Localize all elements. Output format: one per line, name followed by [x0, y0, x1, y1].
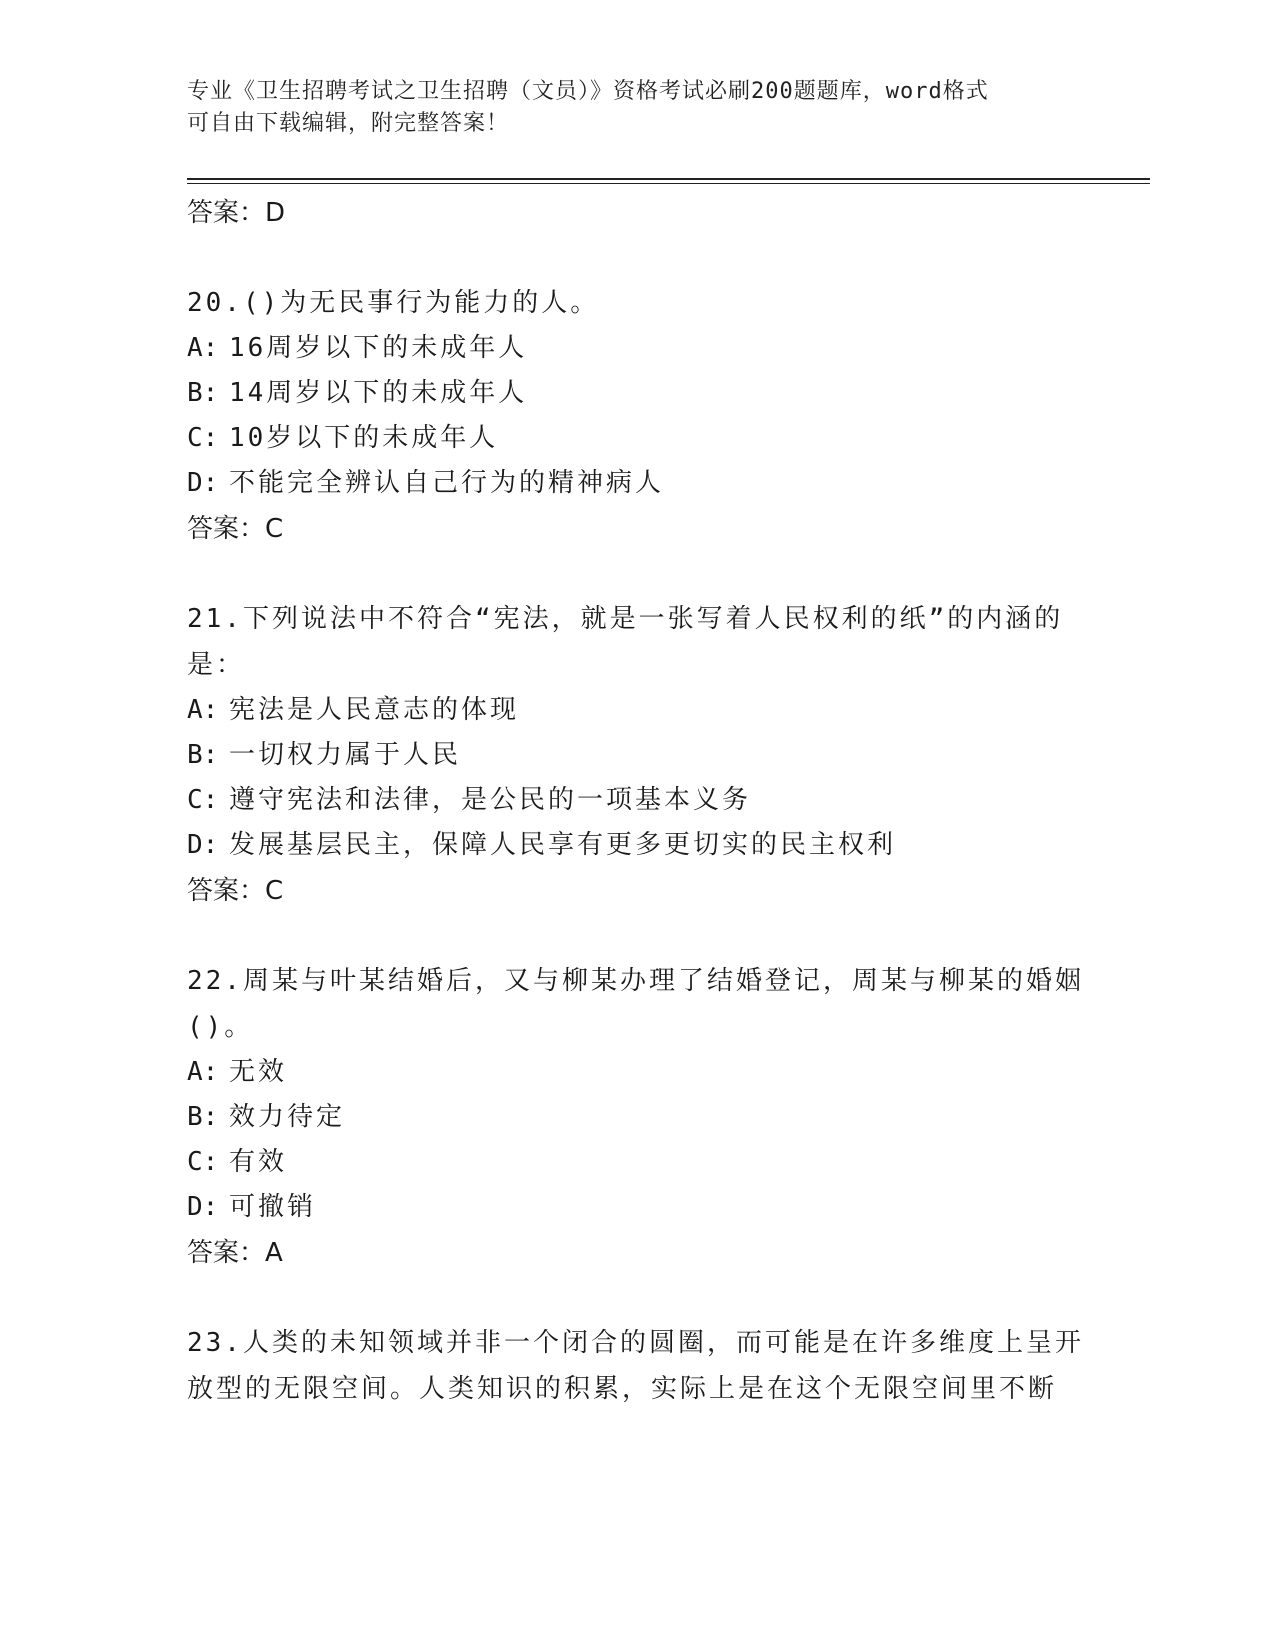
option-d — [187, 461, 1087, 506]
option-text: 16周岁以下的未成年人 — [229, 333, 528, 363]
option-text: 宪法是人民意志的体现 — [229, 695, 520, 725]
spacer — [187, 914, 1087, 958]
option-text: 发展基层民主，保障人民享有更多更切实的民主权利 — [229, 830, 897, 860]
option-label: D: — [187, 830, 219, 860]
option-a — [187, 326, 1087, 371]
option-text: 有效 — [229, 1147, 288, 1177]
question-block-21 — [187, 596, 1087, 914]
option-text: 效力待定 — [229, 1102, 346, 1132]
option-label: C: — [187, 423, 219, 453]
option-label: D: — [187, 468, 219, 498]
option-b — [187, 1095, 1087, 1140]
question-block-20 — [187, 280, 1087, 552]
answer-line: 答案：A — [187, 1238, 283, 1268]
option-text: 无效 — [229, 1057, 288, 1087]
question-text: 20.()为无民事行为能力的人。 — [187, 288, 600, 318]
document-header — [187, 76, 1087, 140]
question-text-continued: 放型的无限空间。人类知识的积累，实际上是在这个无限空间里不断 — [187, 1374, 1058, 1404]
question-block-22 — [187, 958, 1087, 1276]
option-label: A: — [187, 333, 219, 363]
header-line-1: 专业《卫生招聘考试之卫生招聘（文员）》资格考试必刷200题题库，word格式 — [187, 79, 989, 104]
option-label: C: — [187, 785, 219, 815]
spacer — [187, 552, 1087, 596]
option-label: B: — [187, 1102, 219, 1132]
option-c — [187, 416, 1087, 461]
answer-line: 答案：D — [187, 198, 286, 228]
question-text: 23.人类的未知领域并非一个闭合的圆圈，而可能是在许多维度上呈开 — [187, 1328, 1084, 1358]
question-text-continued: ()。 — [187, 1012, 254, 1042]
option-label: C: — [187, 1147, 219, 1177]
option-text: 14周岁以下的未成年人 — [229, 378, 528, 408]
header-line-2: 可自由下载编辑，附完整答案！ — [187, 111, 510, 136]
option-text: 可撤销 — [229, 1192, 317, 1222]
answer-line: 答案：C — [187, 514, 284, 544]
option-label: A: — [187, 695, 219, 725]
option-text: 一切权力属于人民 — [229, 740, 462, 770]
option-a — [187, 688, 1087, 733]
option-c — [187, 1140, 1087, 1185]
option-b — [187, 733, 1087, 778]
question-block-23 — [187, 1320, 1087, 1412]
option-label: B: — [187, 740, 219, 770]
question-text-continued: 是： — [187, 650, 246, 680]
option-a — [187, 1050, 1087, 1095]
option-text: 不能完全辨认自己行为的精神病人 — [229, 468, 665, 498]
spacer — [187, 236, 1087, 280]
header-rule-thin — [187, 183, 1150, 184]
option-d — [187, 1185, 1087, 1230]
question-text: 22.周某与叶某结婚后，又与柳某办理了结婚登记，周某与柳某的婚姻 — [187, 966, 1084, 996]
option-d — [187, 823, 1087, 868]
option-label: A: — [187, 1057, 219, 1087]
option-b — [187, 371, 1087, 416]
option-text: 遵守宪法和法律，是公民的一项基本义务 — [229, 785, 752, 815]
spacer — [187, 1276, 1087, 1320]
option-label: B: — [187, 378, 219, 408]
question-list — [187, 190, 1087, 1412]
header-rule-thick — [187, 178, 1150, 180]
option-label: D: — [187, 1192, 219, 1222]
answer-line: 答案：C — [187, 876, 284, 906]
question-text: 21.下列说法中不符合“宪法，就是一张写着人民权利的纸”的内涵的 — [187, 604, 1064, 634]
option-c — [187, 778, 1087, 823]
option-text: 10岁以下的未成年人 — [229, 423, 499, 453]
